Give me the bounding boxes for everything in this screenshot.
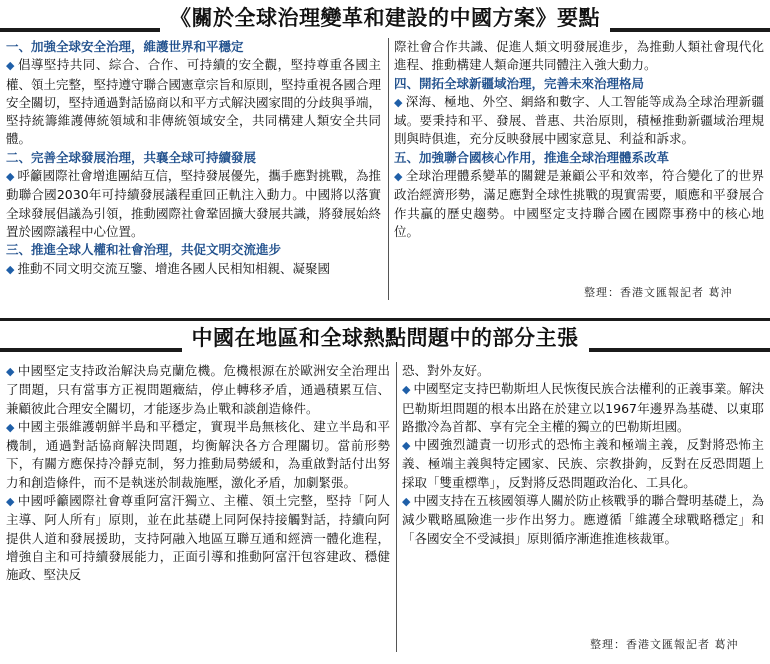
bullet-text: 呼籲國際社會增進團結互信，堅持發展優先，攜手應對挑戰，為推動聯合國2030年可持續發展議程重回正軌注入動力。中國將以落實全球發展倡議為引領，推動國際社會鞏固擴大發展共識，將發展始終置於國際議程中心位置。 <box>6 168 382 239</box>
diamond-bullet-icon: ◆ <box>6 170 15 184</box>
section-rule <box>0 318 770 321</box>
bullet-paragraph <box>394 93 764 149</box>
bottom-right-column <box>402 362 764 548</box>
diamond-bullet-icon: ◆ <box>402 495 411 509</box>
bullet-paragraph <box>6 56 381 148</box>
section-heading: 一、加強全球安全治理，維護世界和平穩定 <box>6 39 244 54</box>
bullet-text: 推動不同文明交流互鑒、增進各國人民相知相親、凝聚國 <box>17 260 330 276</box>
bottom-banner <box>0 322 770 352</box>
bullet-paragraph <box>6 167 381 241</box>
diamond-bullet-icon: ◆ <box>6 365 15 378</box>
column-divider <box>388 38 389 300</box>
diamond-bullet-icon: ◆ <box>402 383 411 397</box>
diamond-bullet-icon: ◆ <box>394 95 403 109</box>
bullet-paragraph <box>402 436 764 492</box>
bullet-text: 中國主張維護朝鮮半島和平穩定，實現半島無核化、建立半島和平機制，通過對話協商解決問題，均衡解決各方合理關切。當前形勢下，有關方應保持冷靜克制，努力推動局勢緩和，為重啟對話付出努力和創造條件，而不是執迷於制裁施壓，激化矛盾，加劇緊張。 <box>6 418 390 490</box>
top-banner <box>0 2 770 32</box>
column-divider <box>396 362 397 652</box>
bullet-text: 中國支持在五核國領導人關於防止核戰爭的聯合聲明基礎上，為減少戰略風險進一步作出努力。應遵循「維護全球戰略穩定」和「各國安全不受減損」原則循序漸進推進核裁軍。 <box>402 493 764 546</box>
diamond-bullet-icon: ◆ <box>6 420 15 434</box>
section-heading: 四、開拓全球新疆域治理，完善未來治理格局 <box>394 75 645 91</box>
top-right-column <box>394 38 764 241</box>
section-heading: 三、推進全球人權和社會治理，共促文明交流進步 <box>6 242 282 258</box>
diamond-bullet-icon: ◆ <box>394 170 403 184</box>
top-title: 《關於全球治理變革和建設的中國方案》要點 <box>160 2 610 32</box>
bullet-text: 深海、極地、外空、網絡和數字、人工智能等成為全球治理新疆域。要秉持和平、發展、普惠、共治原則，積極推動新疆域治理規則與時俱進，充分反映發展中國家意見、利益和訴求。 <box>394 93 764 147</box>
top-left-column <box>6 38 381 279</box>
bullet-paragraph <box>6 260 381 279</box>
bullet-paragraph <box>6 492 390 584</box>
bullet-paragraph <box>6 418 390 492</box>
bullet-text: 倡導堅持共同、綜合、合作、可持續的安全觀，堅持尊重各國主權、領土完整，堅持遵守聯合國憲章宗旨和原則，堅持重視各國合理安全關切，堅持通過對話協商以和平方式解決國家間的分歧與爭端，堅持統籌維護傳統領域和非傳統領域安全，共同構建人類安全共同體。 <box>6 57 382 147</box>
top-credit: 整理：香港文匯報記者 葛沖 <box>584 286 733 299</box>
continued-paragraph: 恐、對外友好。 <box>402 363 490 378</box>
section-heading: 二、完善全球發展治理，共襄全球可持續發展 <box>6 149 257 165</box>
bullet-text: 中國堅定支持巴勒斯坦人民恢復民族合法權利的正義事業。解決巴勒斯坦問題的根本出路在於建立以1967年邊界為基礎、以東耶路撒冷為首都、享有完全主權的獨立的巴勒斯坦國。 <box>402 381 764 434</box>
diamond-bullet-icon: ◆ <box>6 262 15 276</box>
diamond-bullet-icon: ◆ <box>6 59 15 73</box>
bottom-title: 中國在地區和全球熱點問題中的部分主張 <box>182 322 589 352</box>
bullet-paragraph <box>394 167 764 241</box>
bullet-paragraph <box>402 380 764 436</box>
section-heading: 五、加強聯合國核心作用，推進全球治理體系改革 <box>394 149 670 165</box>
diamond-bullet-icon: ◆ <box>6 495 15 509</box>
bullet-text: 全球治理體系變革的關鍵是兼顧公平和效率，符合變化了的世界政治經濟形勢，滿足應對全球性挑戰的現實需要，順應和平發展合作共贏的歷史趨勢。中國堅定支持聯合國在國際事務中的核心地位。 <box>394 168 764 239</box>
bullet-text: 中國強烈譴責一切形式的恐怖主義和極端主義，反對將恐怖主義、極端主義與特定國家、民族、宗教掛鉤，反對在反恐問題上採取「雙重標準」，反對將反恐問題政治化、工具化。 <box>402 437 764 490</box>
bottom-credit: 整理：香港文匯報記者 葛沖 <box>590 638 739 651</box>
continued-paragraph: 際社會合作共識、促進人類文明發展進步，為推動人類社會現代化進程、推動構建人類命運共同體注入強大動力。 <box>394 39 764 73</box>
diamond-bullet-icon: ◆ <box>402 439 411 453</box>
bullet-text: 中國堅定支持政治解決烏克蘭危機。危機根源在於歐洲安全治理出了問題，只有當事方正視問題癥結，停止轉移矛盾，通過積累互信、兼顧彼此合理安全關切，才能逐步為止戰和談創造條件。 <box>6 363 390 416</box>
bullet-paragraph <box>402 492 764 548</box>
bullet-text: 中國呼籲國際社會尊重阿富汗獨立、主權、領土完整，堅持「阿人主導、阿人所有」原則，並在此基礎上同阿保持接觸對話，持續向阿提供人道和發展援助，支持阿融入地區互聯互通和經濟一體化進程，增強自主和可持續發展能力，正面引導和推動阿富汗包容建政、穩健施政、堅決反 <box>6 493 390 583</box>
bottom-left-column <box>6 362 390 585</box>
bullet-paragraph <box>6 362 390 418</box>
